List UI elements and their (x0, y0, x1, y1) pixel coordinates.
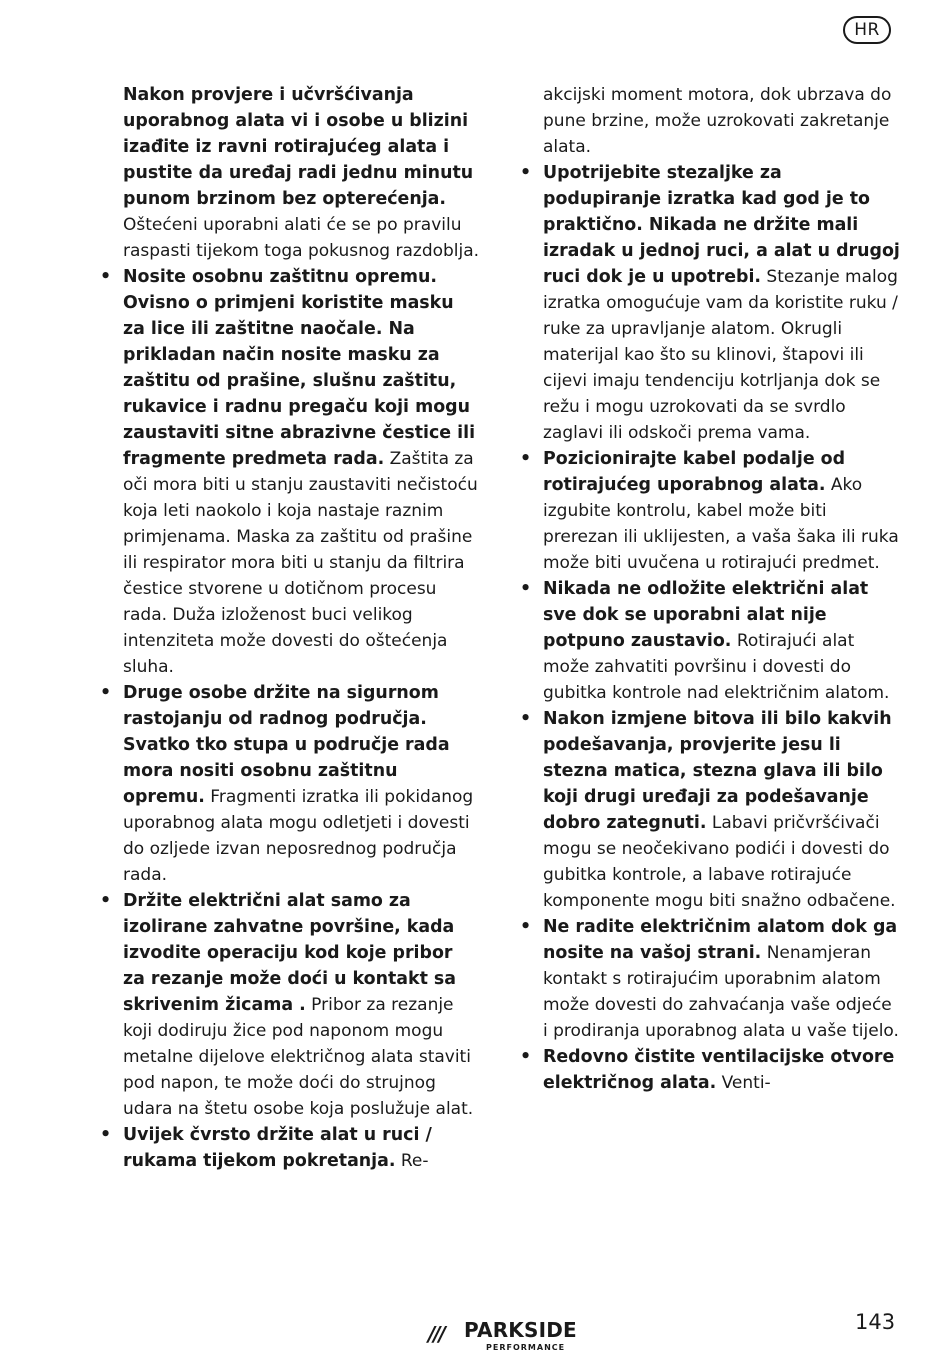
brand-subtitle: PERFORMANCE (486, 1343, 566, 1352)
paragraph-normal-text: Fragmenti izratka ili pokidanog uporabnog alata mogu odletjeti i dovesti do ozljede izvan neposrednog područja rada. (123, 787, 474, 885)
bullet: • (100, 1125, 112, 1145)
paragraph-bold-text: Ne radite električnim alatom dok ga nosite na vašoj strani. (543, 917, 898, 963)
paragraph-normal-text: Rotirajući alat može zahvatiti površinu i dovesti do gubitka kontrole nad električnim alatom. (543, 631, 890, 703)
paragraph (520, 1044, 900, 1096)
paragraph-normal-text: Ako izgubite kontrolu, kabel može biti prerezan ili uklijesten, a vaša šaka ili ruka može biti uvučena u rotirajući predmet. (543, 475, 899, 573)
logo-slashes-icon: /// (428, 1322, 444, 1346)
paragraph-bold-text: Uvijek čvrsto držite alat u ruci / rukama tijekom pokretanja. (123, 1125, 432, 1171)
paragraph (520, 706, 900, 914)
language-badge: HR (843, 16, 891, 44)
paragraph-bold-text: Nakon izmjene bitova ili bilo kakvih podešavanja, provjerite jesu li stezna matica, stezna glava ili bilo koji drugi uređaji za podešavanje dobro zategnuti. (543, 709, 892, 833)
paragraph-bold-text: Redovno čistite ventilacijske otvore električnog alata. (543, 1047, 895, 1093)
paragraph-normal-text: Stezanje malog izratka omogućuje vam da koristite ruku / ruke za upravljanje alatom. Okrugli materijal kao što su klinovi, štapovi ili cijevi imaju tendenciju kotrljanja dok se režu i mogu uzrokovati da se svrdlo zaglavi ili odskoči prema vama. (543, 267, 898, 443)
paragraph-bold-text: Nikada ne odložite električni alat sve dok se uporabni alat nije potpuno zaustavio. (543, 579, 869, 651)
bullet: • (520, 709, 532, 729)
paragraph-normal-text: Pribor za rezanje koji dodiruju žice pod naponom mogu metalne dijelove električnog alata staviti pod napon, te može doći do strujnog udara na štetu osobe koja poslužuje alat. (123, 995, 474, 1119)
bullet: • (100, 891, 112, 911)
bullet: • (520, 1047, 532, 1067)
paragraph-bold-text: Upotrijebite stezaljke za podupiranje izratka kad god je to praktično. Nikada ne držite mali izradak u jednoj ruci, a alat u drugoj ruci dok je u upotrebi. (543, 163, 900, 287)
paragraph-normal-text: Oštećeni uporabni alati će se po pravilu raspasti tijekom toga pokusnog razdoblja. (123, 215, 480, 261)
bullet: • (520, 917, 532, 937)
paragraph-normal-text: Labavi pričvršćivači mogu se neočekivano podići i dovesti do gubitka kontrole, a labave rotirajuće komponente mogu biti snažno odbačene. (543, 813, 896, 911)
paragraph (100, 1122, 480, 1174)
paragraph-normal-text: Nenamjeran kontakt s rotirajućim uporabnim alatom može dovesti do zahvaćanja vaše odjeće i prodiranja uporabnog alata u vaše tijelo. (543, 943, 899, 1041)
bullet: • (520, 579, 532, 599)
page-number: 143 (855, 1310, 896, 1334)
paragraph (520, 160, 900, 446)
left-column (100, 82, 480, 1174)
bullet: • (100, 267, 112, 287)
paragraph (520, 446, 900, 576)
paragraph (100, 680, 480, 888)
paragraph (520, 82, 900, 160)
right-column (520, 82, 900, 1096)
paragraph-bold-text: Druge osobe držite na sigurnom rastojanju od radnog područja. Svatko tko stupa u područje rada mora nositi osobnu zaštitnu opremu. (123, 683, 450, 807)
bullet: • (100, 683, 112, 703)
paragraph-bold-text: Nakon provjere i učvršćivanja uporabnog alata vi i osobe u blizini izađite iz ravni rotirajućeg alata i pustite da uređaj radi jednu minutu punom brzinom bez opterećenja. (123, 85, 474, 209)
paragraph (520, 914, 900, 1044)
brand-name: PARKSIDE (464, 1318, 577, 1342)
paragraph-bold-text: Nosite osobnu zaštitnu opremu. Ovisno o primjeni koristite masku za lice ili zaštitne naočale. Na prikladan način nosite masku za zaštitu od prašine, slušnu zaštitu, rukavice i radnu pregaču koji mogu zaustaviti sitne abrazivne čestice ili fragmente predmeta rada. (123, 267, 476, 469)
paragraph (100, 82, 480, 264)
paragraph (520, 576, 900, 706)
paragraph-normal-text: Zaštita za oči mora biti u stanju zaustaviti nečistoću koja leti naokolo i koja nastaje raznim primjenama. Maska za zaštitu od prašine ili respirator mora biti u stanju da filtrira čestice stvorene u dotičnom procesu rada. Duža izloženost buci velikog intenziteta može dovesti do oštećenja sluha. (123, 449, 478, 677)
bullet: • (520, 163, 532, 183)
bullet: • (520, 449, 532, 469)
paragraph-bold-text: Pozicionirajte kabel podalje od rotirajućeg uporabnog alata. (543, 449, 846, 495)
paragraph (100, 888, 480, 1122)
paragraph-normal-text: akcijski moment motora, dok ubrzava do pune brzine, može uzrokovati zakretanje alata. (543, 85, 892, 157)
paragraph-bold-text: Držite električni alat samo za izolirane zahvatne površine, kada izvodite operaciju kod koje pribor za rezanje može doći u kontakt sa skrivenim žicama . (123, 891, 457, 1015)
paragraph (100, 264, 480, 680)
paragraph-normal-text: Venti- (716, 1073, 771, 1093)
paragraph-normal-text: Re- (395, 1151, 429, 1171)
